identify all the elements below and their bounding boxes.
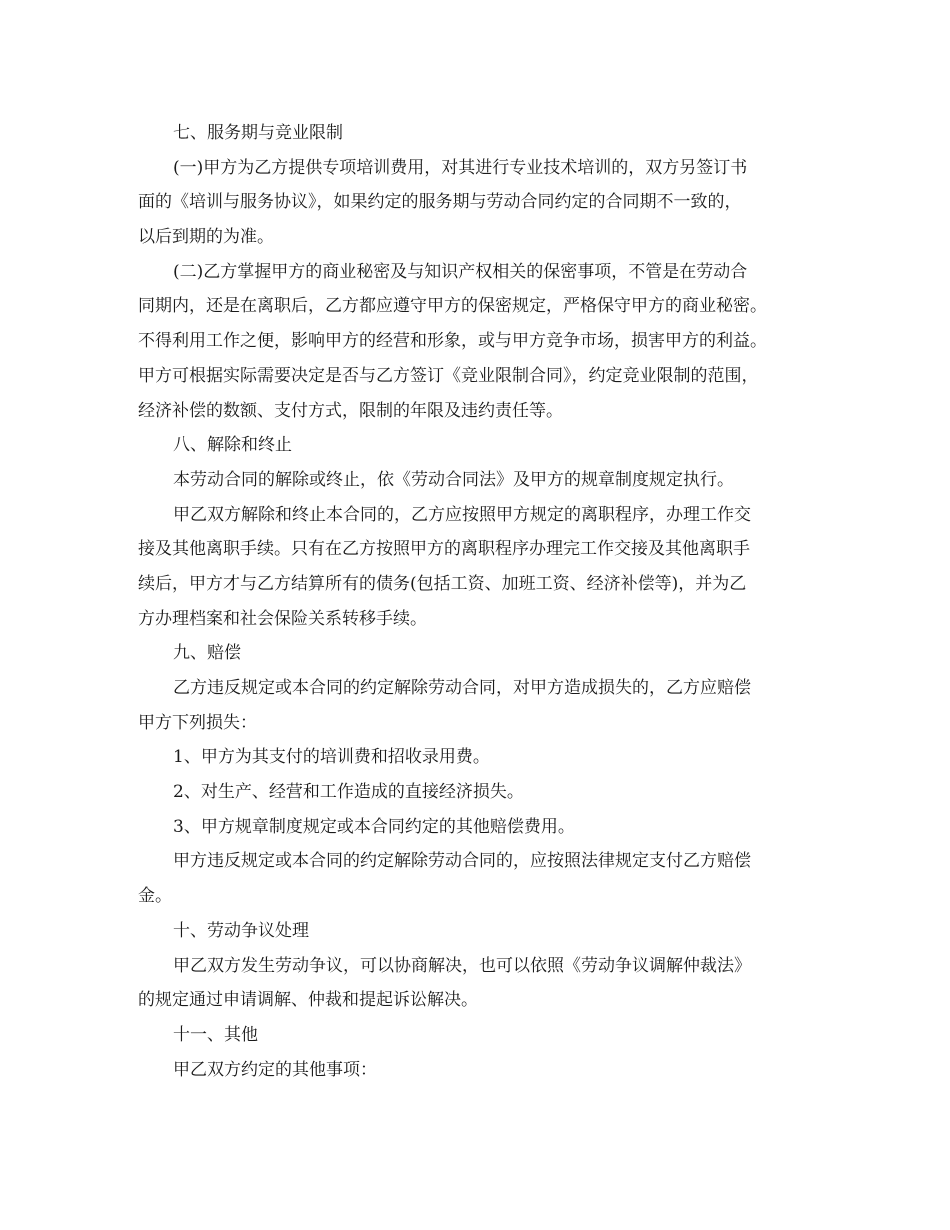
document-page	[138, 116, 818, 1087]
document-line: 的规定通过申请调解、仲裁和提起诉讼解决。	[138, 990, 478, 1011]
document-line: 以后到期的为准。	[138, 227, 274, 248]
document-line: 接及其他离职手续。只有在乙方按照甲方的离职程序办理完工作交接及其他离职手	[138, 539, 750, 560]
document-line: 甲乙双方约定的其他事项：	[173, 1059, 377, 1080]
document-line: 九、赔偿	[173, 643, 241, 664]
document-line: 经济补偿的数额、支付方式，限制的年限及违约责任等。	[138, 400, 563, 421]
document-line: 甲方违反规定或本合同的约定解除劳动合同的，应按照法律规定支付乙方赔偿	[173, 851, 751, 872]
document-line: 十、劳动争议处理	[173, 920, 309, 941]
document-line: 3、甲方规章制度规定或本合同约定的其他赔偿费用。	[173, 816, 575, 837]
document-line: 金。	[138, 886, 172, 907]
document-line: 十一、其他	[173, 1024, 258, 1045]
document-line: 甲乙双方发生劳动争议，可以协商解决，也可以依照《劳动争议调解仲裁法》	[173, 955, 751, 976]
document-line: (一)甲方为乙方提供专项培训费用，对其进行专业技术培训的，双方另签订书	[173, 157, 748, 178]
document-line: (二)乙方掌握甲方的商业秘密及与知识产权相关的保密事项，不管是在劳动合	[173, 261, 748, 282]
document-line: 面的《培训与服务协议》，如果约定的服务期与劳动合同约定的合同期不一致的，	[138, 192, 742, 213]
document-line: 甲方可根据实际需要决定是否与乙方签订《竞业限制合同》，约定竞业限制的范围，	[138, 365, 759, 386]
document-line: 续后，甲方才与乙方结算所有的债务(包括工资、加班工资、经济补偿等)，并为乙	[138, 573, 747, 594]
document-line: 本劳动合同的解除或终止，依《劳动合同法》及甲方的规章制度规定执行。	[173, 469, 734, 490]
document-line: 2、对生产、经营和工作造成的直接经济损失。	[173, 782, 524, 803]
document-line: 甲方下列损失：	[138, 712, 257, 733]
document-line: 1、甲方为其支付的培训费和招收录用费。	[173, 747, 490, 768]
document-line: 同期内，还是在离职后，乙方都应遵守甲方的保密规定，严格保守甲方的商业秘密。	[138, 296, 767, 317]
document-line: 方办理档案和社会保险关系转移手续。	[138, 608, 427, 629]
document-line: 乙方违反规定或本合同的约定解除劳动合同，对甲方造成损失的，乙方应赔偿	[173, 678, 751, 698]
document-line: 八、解除和终止	[173, 435, 292, 456]
document-line: 七、服务期与竞业限制	[173, 123, 343, 143]
document-line: 甲乙双方解除和终止本合同的，乙方应按照甲方规定的离职程序，办理工作交	[173, 504, 751, 525]
document-line: 不得利用工作之便，影响甲方的经营和形象，或与甲方竞争市场，损害甲方的利益。	[138, 331, 767, 352]
